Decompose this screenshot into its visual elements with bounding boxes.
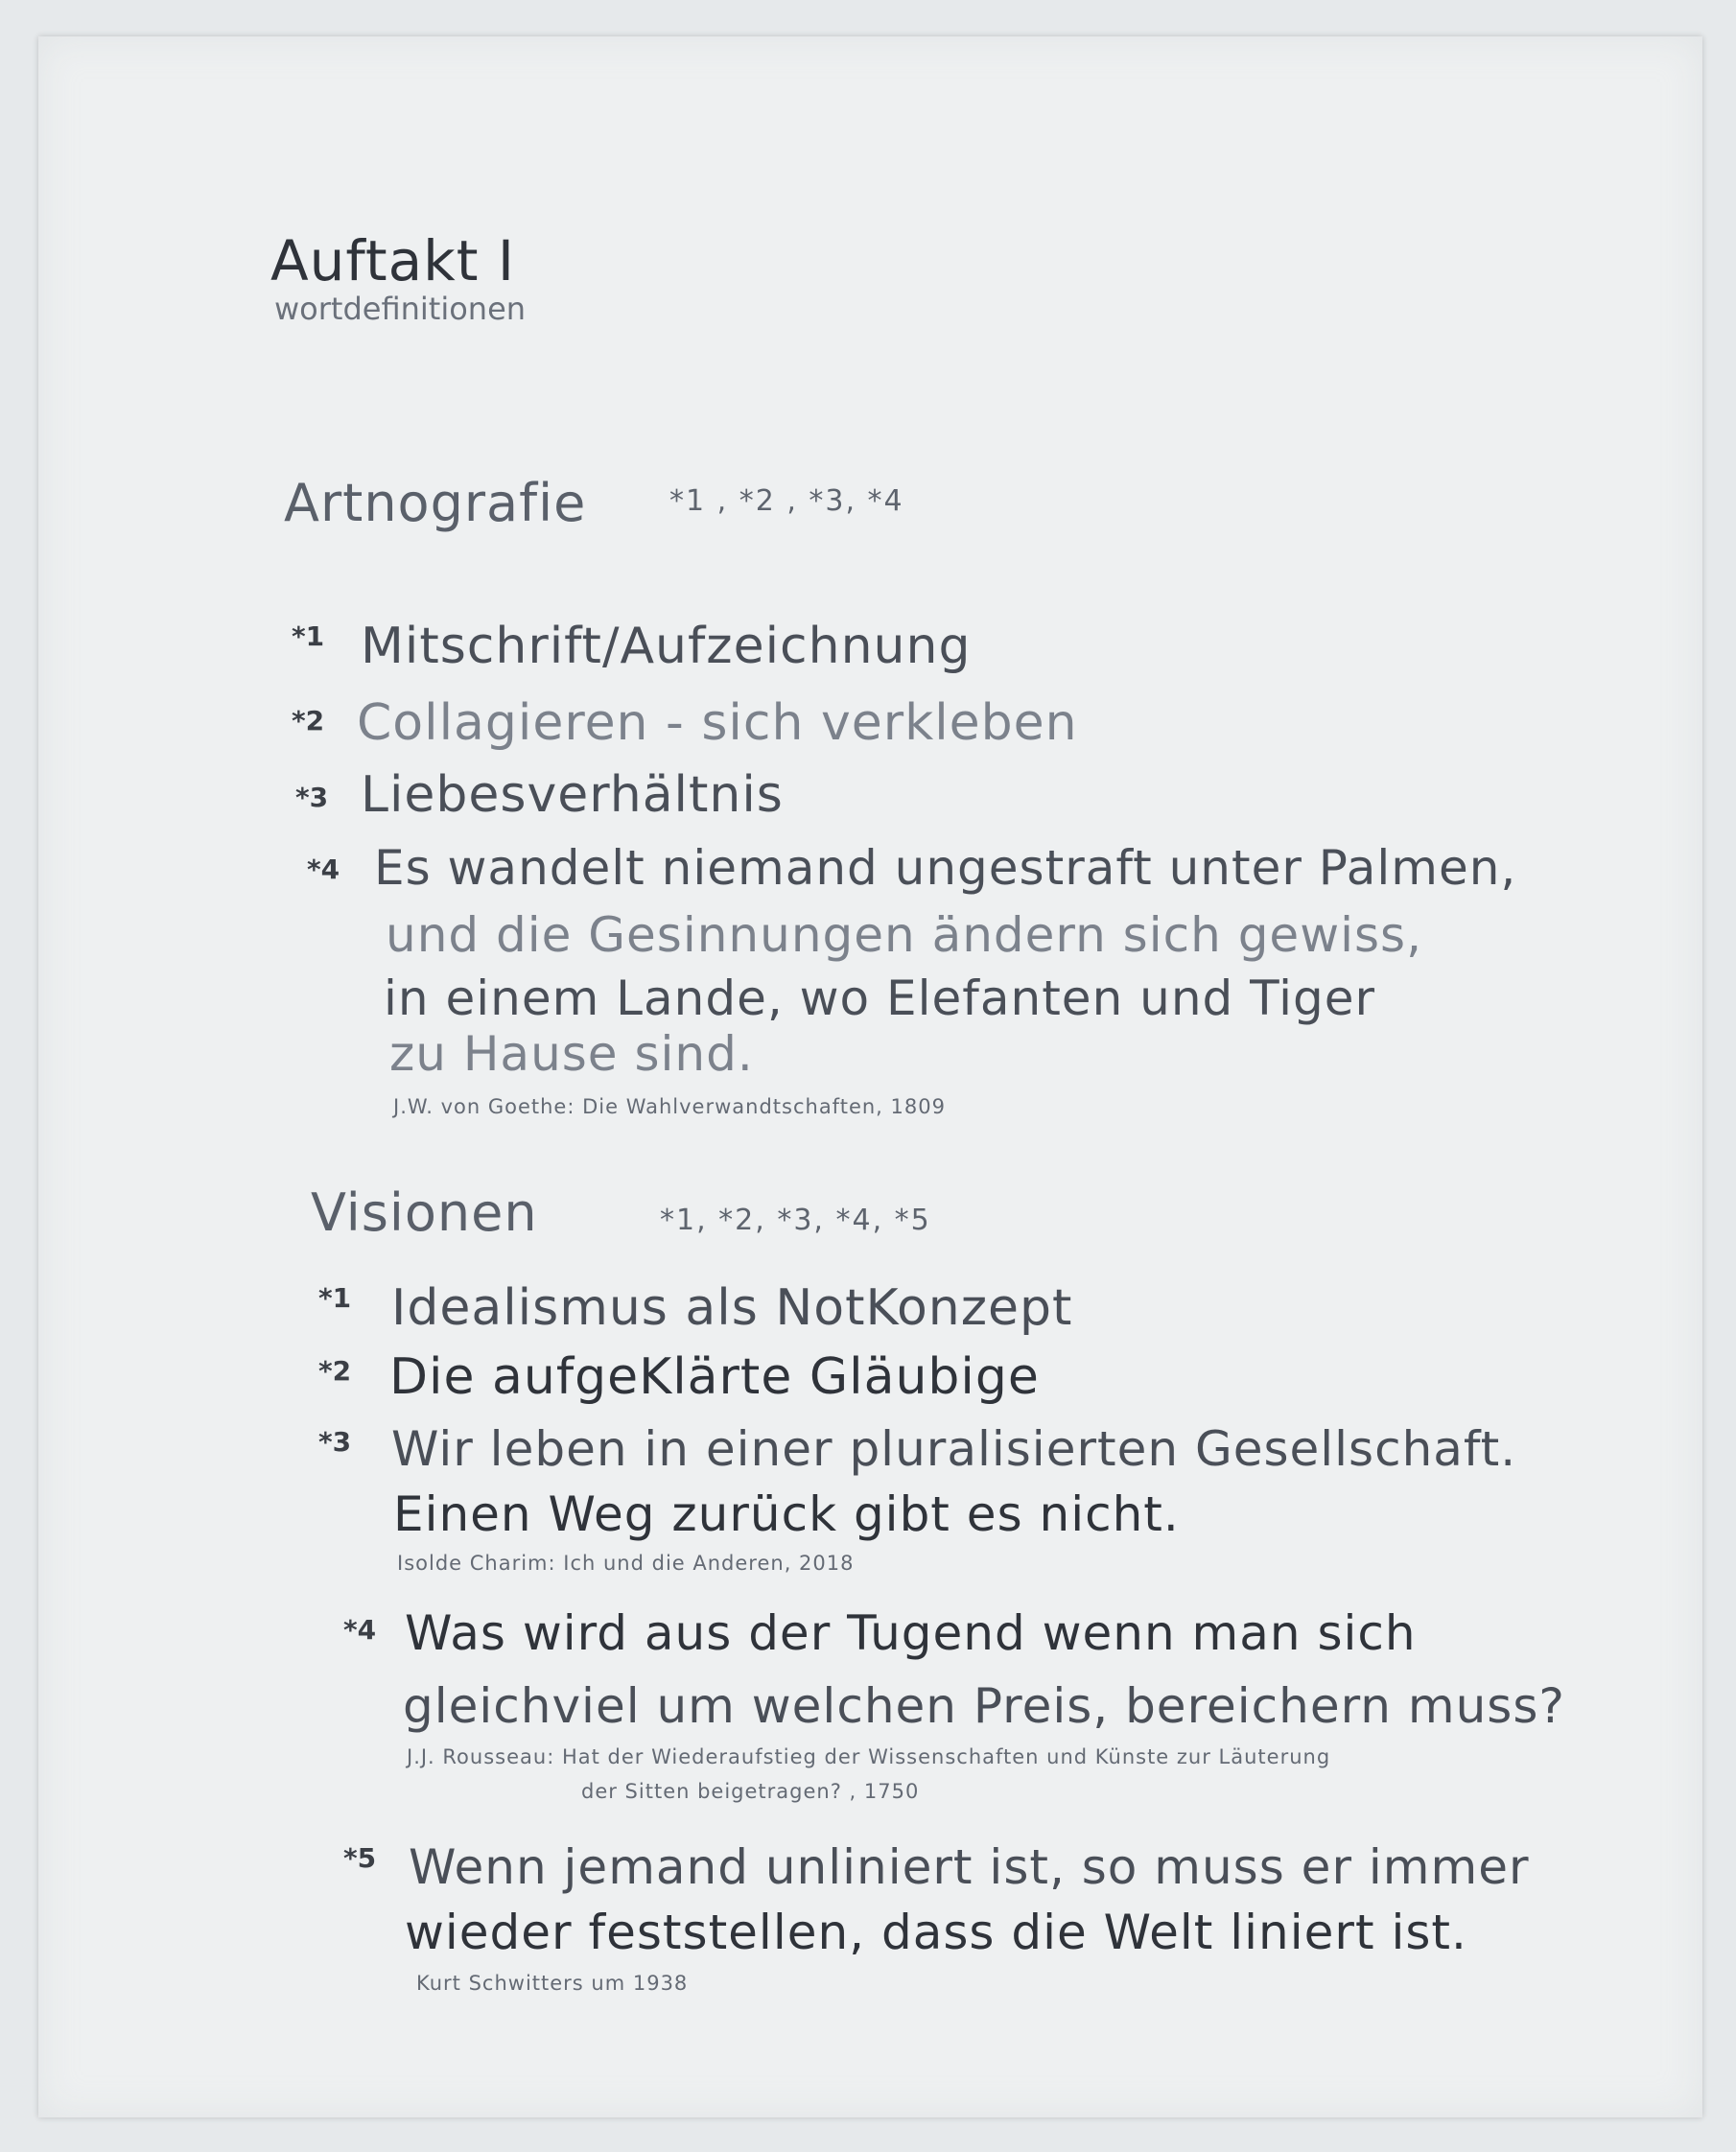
definition-text: Collagieren - sich verkleben [357,694,1078,752]
definition-text: Idealismus als NotKonzept [391,1279,1073,1337]
quote-line: und die Gesinnungen ändern sich gewiss, [386,907,1422,963]
quote-source: J.J. Rousseau: Hat der Wiederaufstieg der Wissenschaften und Künste zur Läuterung [407,1745,1331,1768]
quote-line: gleichviel um welchen Preis, bereichern muss? [403,1678,1565,1734]
section-refs-visionen: *1, *2, *3, *4, *5 [660,1204,931,1237]
quote-line: Was wird aus der Tugend wenn man sich [405,1605,1417,1661]
quote-line: zu Hause sind. [389,1026,754,1082]
definition-text: Die aufgeKlärte Gläubige [389,1348,1040,1406]
quote-source: Kurt Schwitters um 1938 [416,1972,689,1995]
section-refs-artnografie: *1 , *2 , *3, *4 [669,484,904,518]
footnote-marker: *5 [343,1842,377,1874]
quote-source: Isolde Charim: Ich und die Anderen, 2018 [397,1552,855,1575]
page-subtitle: wortdefinitionen [274,291,527,327]
quote-line: in einem Lande, wo Elefanten und Tiger [384,971,1376,1026]
section-heading-artnografie: Artnografie [284,473,587,533]
definition-text: Liebesverhältnis [361,766,784,824]
quote-source: J.W. von Goethe: Die Wahlverwandtschaften, 1809 [393,1095,946,1118]
footnote-marker: *2 [318,1355,352,1387]
footnote-marker: *3 [295,782,329,813]
footnote-marker: *1 [318,1282,352,1314]
quote-source: der Sitten beigetragen? , 1750 [581,1780,920,1803]
quote-line: Einen Weg zurück gibt es nicht. [393,1486,1180,1542]
footnote-marker: *3 [318,1426,352,1458]
footnote-marker: *1 [292,620,325,652]
paper-sheet [38,36,1702,2117]
footnote-marker: *4 [307,854,340,885]
quote-line: wieder feststellen, dass die Welt liniert ist. [405,1905,1467,1960]
quote-line: Wenn jemand unliniert ist, so muss er immer [409,1839,1530,1895]
section-heading-visionen: Visionen [311,1182,538,1243]
quote-line: Es wandelt niemand ungestraft unter Palmen, [374,840,1517,896]
quote-line: Wir leben in einer pluralisierten Gesellschaft. [391,1421,1517,1477]
definition-text: Mitschrift/Aufzeichnung [361,618,972,675]
footnote-marker: *2 [292,705,325,737]
footnote-marker: *4 [343,1614,377,1646]
page-title: Auftakt I [270,228,515,293]
